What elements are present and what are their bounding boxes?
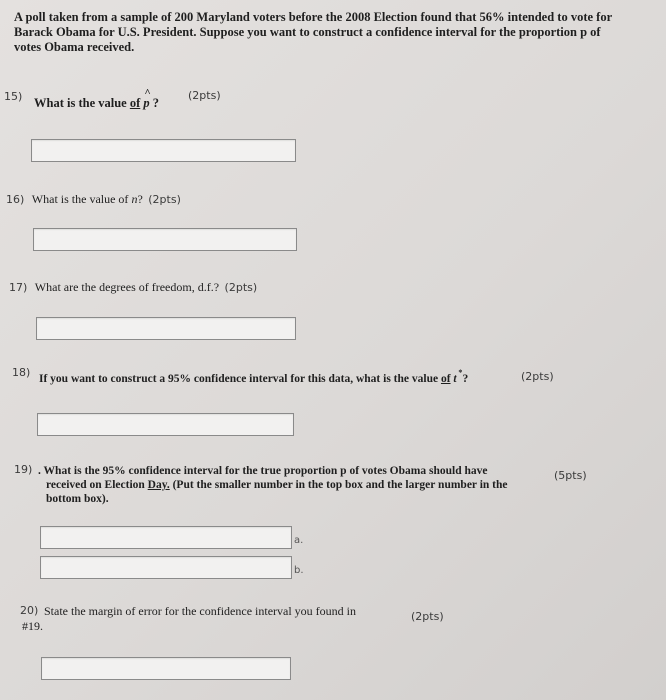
q20-answer-input[interactable] (41, 657, 291, 680)
q19-line-2 (38, 478, 558, 492)
q20-number: 20) (20, 604, 39, 617)
q17-question (9, 280, 257, 295)
q15-question (34, 87, 160, 111)
hat-mark: ^ (144, 87, 151, 99)
q20-question (44, 603, 356, 619)
q19-label-a: a. (294, 535, 304, 546)
q19-day-link: Day. (147, 479, 170, 491)
q20-line-1: State the margin of error for the confidence interval you found in (44, 604, 357, 618)
q18-answer-input[interactable] (37, 413, 294, 436)
t-letter: t (453, 373, 457, 385)
t-star-symbol (453, 368, 463, 385)
q15-text: What is the value (34, 96, 127, 110)
q18-of-link: of (440, 373, 451, 385)
q17-number: 17) (9, 281, 28, 294)
q19-answer-input-b[interactable] (40, 556, 292, 579)
n-symbol: n (131, 192, 138, 206)
q18-text: If you want to construct a 95% confidence interval for this data, what is the value (39, 373, 439, 385)
q15-of-link: of (129, 96, 141, 110)
q19-number: 19) (14, 463, 33, 476)
q20-points: (2pts) (411, 610, 444, 623)
q16-answer-input[interactable] (33, 228, 297, 251)
q19-line-3: bottom box). (46, 493, 109, 505)
q18-qmark: ? (462, 373, 469, 385)
q18-question (39, 368, 469, 385)
q17-answer-input[interactable] (36, 317, 296, 340)
q16-text: What is the value of (31, 192, 129, 206)
q16-qmark: ? (137, 192, 143, 206)
q15-number: 15) (4, 90, 23, 103)
q17-text: What are the degrees of freedom, d.f.? (34, 280, 220, 294)
q16-question (6, 192, 181, 207)
q19-line-2a: received on Election (46, 479, 145, 491)
q19-question (38, 464, 558, 506)
q15-answer-input[interactable] (31, 139, 296, 162)
q20-line-2: #19. (22, 619, 43, 633)
q19-label-b: b. (294, 565, 304, 576)
q16-number: 16) (6, 193, 25, 206)
q19-line-2c: (Put the smaller number in the top box and the larger number in the (172, 479, 508, 491)
q19-answer-input-a[interactable] (40, 526, 292, 549)
p-hat-symbol (143, 87, 151, 111)
q16-points: (2pts) (148, 193, 181, 206)
star-mark: * (458, 368, 463, 377)
q19-points: (5pts) (554, 469, 587, 482)
q19-line-1: . What is the 95% confidence interval for the true proportion p of votes Obama should have (38, 465, 488, 477)
q15-qmark: ? (152, 96, 160, 110)
q18-points: (2pts) (521, 370, 554, 383)
q18-number: 18) (12, 366, 31, 379)
q17-points: (2pts) (224, 281, 258, 294)
p-letter: p (143, 96, 150, 110)
intro-paragraph: A poll taken from a sample of 200 Maryland voters before the 2008 Election found that 56% intended to vote for Barack Obama for U.S. President. Suppose you want to construct a confidence interval for the proportion p of votes Obama received. (14, 10, 612, 54)
q15-points: (2pts) (188, 89, 221, 102)
